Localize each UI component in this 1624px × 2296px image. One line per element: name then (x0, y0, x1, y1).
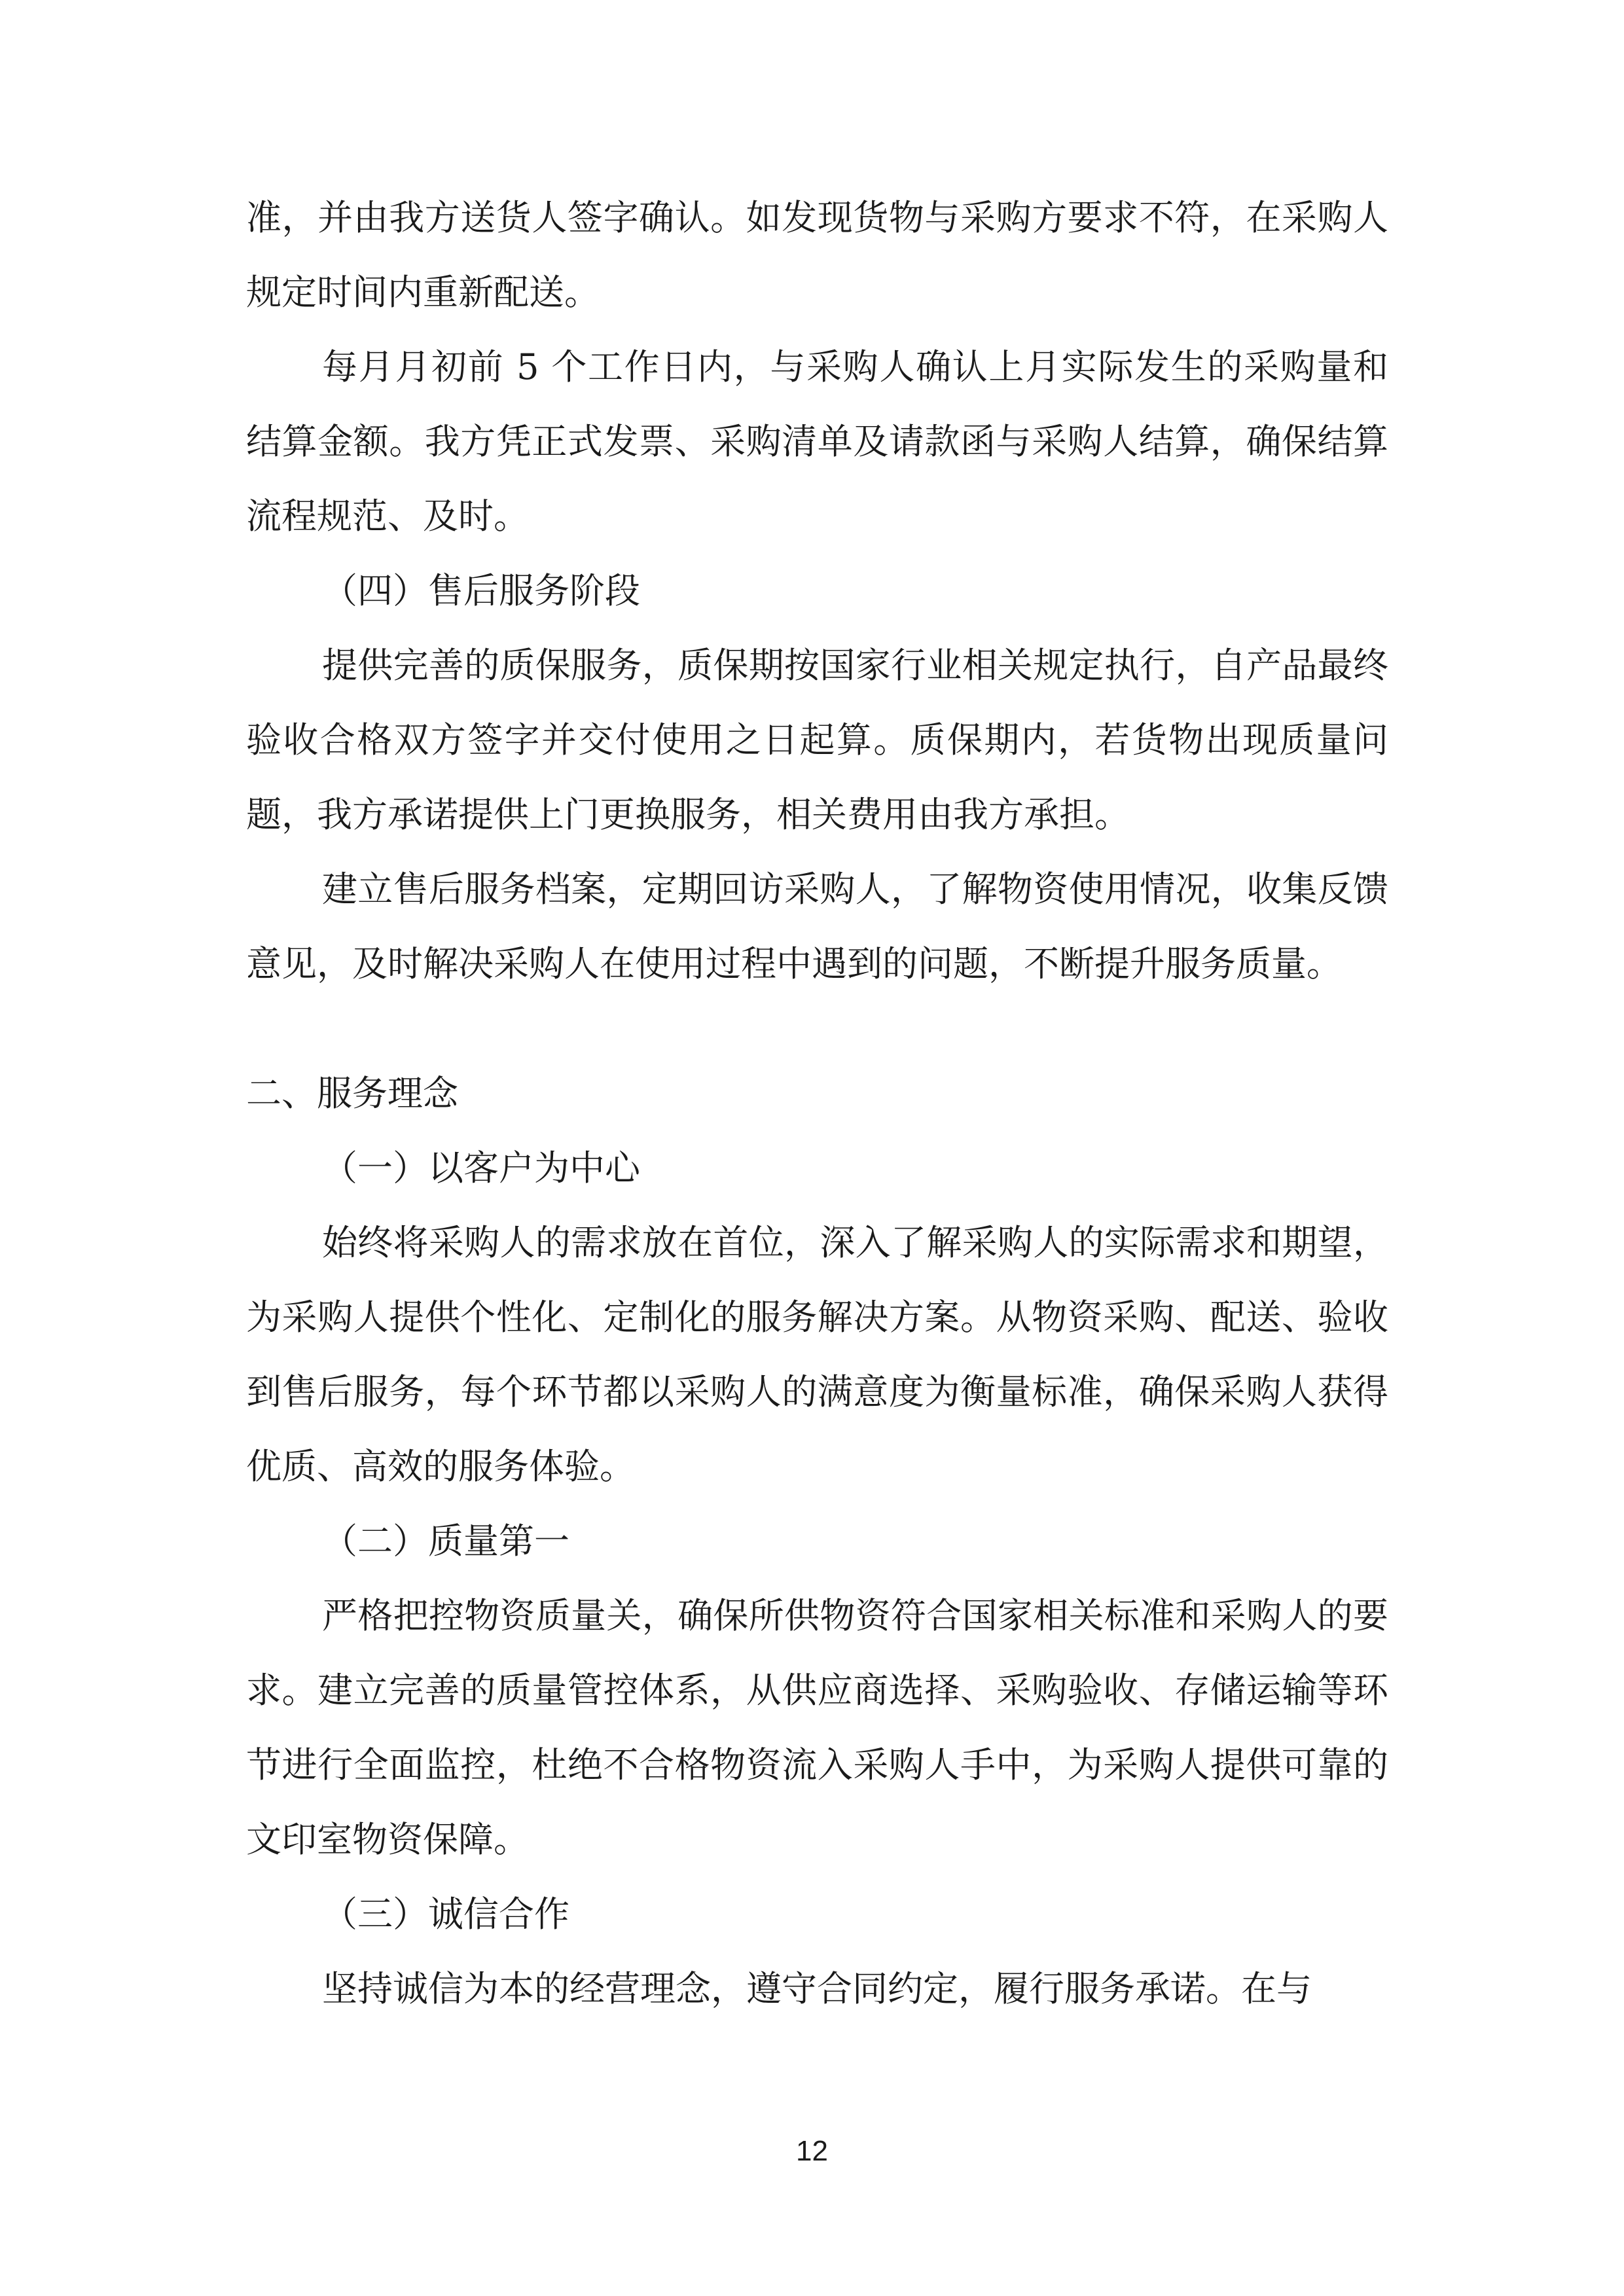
heading-quality-first: （二）质量第一 (322, 1520, 569, 1562)
document-body (246, 181, 1388, 2026)
paragraph-delivery-confirmation: 准，并由我方送货人签字确认。如发现货物与采购方要求不符，在采购人规定时间内重新配送。 (246, 197, 1388, 313)
paragraph-quality-first: 严格把控物资质量关，确保所供物资符合国家相关标准和采购人的要求。建立完善的质量管控体系，从供应商选择、采购验收、存储运输等环节进行全面监控，杜绝不合格物资流入采购人手中，为采购人提供可靠的文印室物资保障。 (246, 1595, 1388, 1860)
section-spacer (246, 1001, 1388, 1056)
paragraph-monthly-settlement: 每月月初前 5 个工作日内，与采购人确认上月实际发生的采购量和结算金额。我方凭正式发票、采购清单及请款函与采购人结算，确保结算流程规范、及时。 (246, 346, 1388, 537)
paragraph-warranty-service: 提供完善的质保服务，质保期按国家行业相关规定执行，自产品最终验收合格双方签字并交付使用之日起算。质保期内，若货物出现质量问题，我方承诺提供上门更换服务，相关费用由我方承担。 (246, 645, 1388, 835)
heading-after-sales-stage: （四）售后服务阶段 (322, 570, 640, 611)
paragraph-integrity-cooperation: 坚持诚信为本的经营理念，遵守合同约定，履行服务承诺。在与 (322, 1968, 1312, 2009)
heading-service-philosophy: 二、服务理念 (246, 1073, 458, 1114)
paragraph-service-records: 建立售后服务档案，定期回访采购人，了解物资使用情况，收集反馈意见，及时解决采购人在使用过程中遇到的问题，不断提升服务质量。 (246, 869, 1388, 984)
paragraph-customer-centric: 始终将采购人的需求放在首位，深入了解采购人的实际需求和期望，为采购人提供个性化、定制化的服务解决方案。从物资采购、配送、验收到售后服务，每个环节都以采购人的满意度为衡量标准，确保采购人获得优质、高效的服务体验。 (246, 1222, 1388, 1487)
heading-customer-centric: （一）以客户为中心 (322, 1147, 640, 1189)
heading-integrity-cooperation: （三）诚信合作 (322, 1893, 569, 1935)
page-number: 12 (796, 2135, 828, 2167)
